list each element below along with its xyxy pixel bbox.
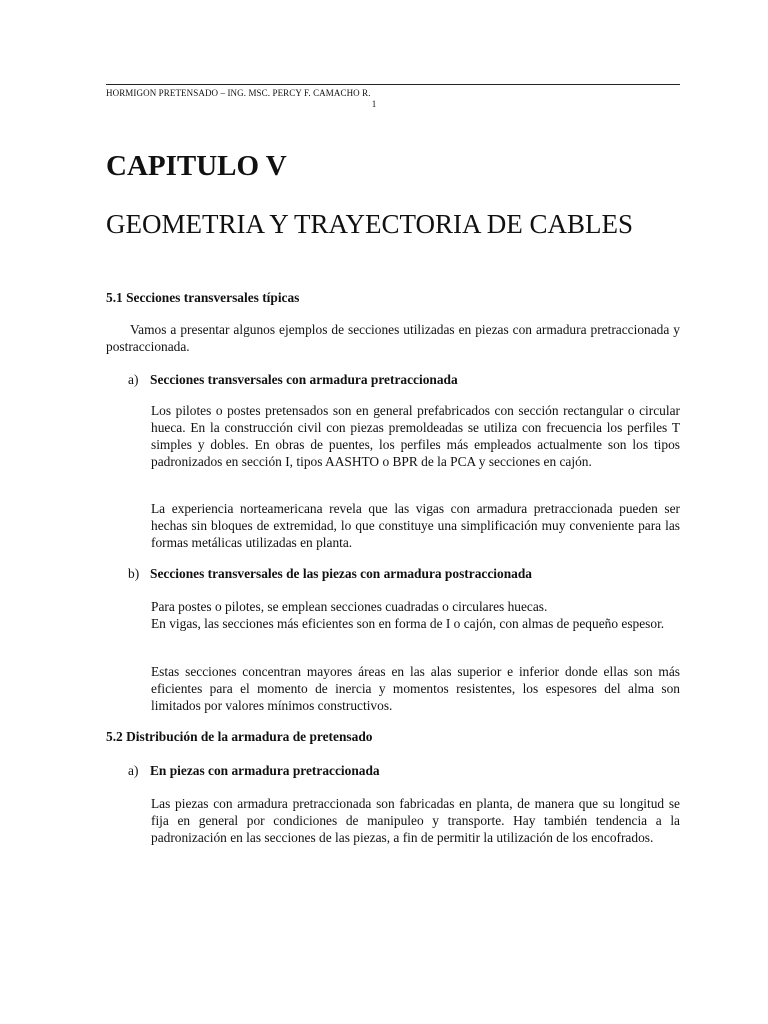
section-5-2-heading: 5.2 Distribución de la armadura de pretensado — [106, 729, 373, 744]
section-5-1-intro: Vamos a presentar algunos ejemplos de secciones utilizadas en piezas con armadura pretraccionada y postraccionada. — [106, 322, 680, 354]
section-5-2-item-a-heading — [128, 762, 380, 779]
item-b-paragraph-2: Estas secciones concentran mayores áreas en las alas superior e inferior donde ellas son más eficientes para el momento de inercia y momentos resistentes, los espesores del alma son limitados por valores mínimos constructivos. — [151, 664, 680, 713]
section-5-2-item-a-paragraph-1: Las piezas con armadura pretraccionada son fabricadas en planta, de manera que su longitud se fija en general por condiciones de manipuleo y transporte. Hay también tendencia a la padronización en las secciones de las piezas, a fin de permitir la utilización de los encofrados. — [151, 796, 680, 845]
item-b-marker: b) — [128, 566, 140, 581]
chapter-heading: CAPITULO V — [106, 150, 287, 182]
item-a-paragraph-2: La experiencia norteamericana revela que las vigas con armadura pretraccionada pueden ser hechas sin bloques de extremidad, lo que constituye una simplificación muy conveniente para las formas metálicas utilizadas en planta. — [151, 501, 680, 550]
chapter-title: GEOMETRIA Y TRAYECTORIA DE CABLES — [106, 209, 634, 239]
running-header — [106, 84, 680, 109]
item-a-marker: a) — [128, 372, 139, 387]
header-text: HORMIGON PRETENSADO – ING. MSC. PERCY F. CAMACHO R. — [106, 88, 371, 98]
section-5-2-item-a-heading-text: En piezas con armadura pretraccionada — [150, 763, 380, 778]
item-b-paragraph-1 — [151, 598, 680, 632]
item-b-paragraph-1-line-1: Para postes o pilotes, se emplean secciones cuadradas o circulares huecas. — [151, 599, 548, 614]
section-5-1-heading: 5.1 Secciones transversales típicas — [106, 290, 300, 305]
item-a-heading-text: Secciones transversales con armadura pretraccionada — [150, 372, 458, 387]
item-b-heading — [128, 565, 532, 582]
item-b-paragraph-1-line-2: En vigas, las secciones más eficientes son en forma de I o cajón, con almas de pequeño espesor. — [151, 616, 665, 631]
item-a-heading — [128, 371, 458, 388]
page-number: 1 — [371, 99, 377, 109]
section-5-2-item-a-marker: a) — [128, 763, 139, 778]
item-a-paragraph-1: Los pilotes o postes pretensados son en general prefabricados con sección rectangular o circular hueca. En la construcción civil con piezas premoldeadas se utiliza con frecuencia los perfiles T simples y dobles. En obras de puentes, los perfiles más empleados actualmente son los tipos padronizados en sección I, tipos AASHTO o BPR de la PCA y secciones en cajón. — [151, 403, 680, 469]
item-b-heading-text: Secciones transversales de las piezas con armadura postraccionada — [150, 566, 532, 581]
